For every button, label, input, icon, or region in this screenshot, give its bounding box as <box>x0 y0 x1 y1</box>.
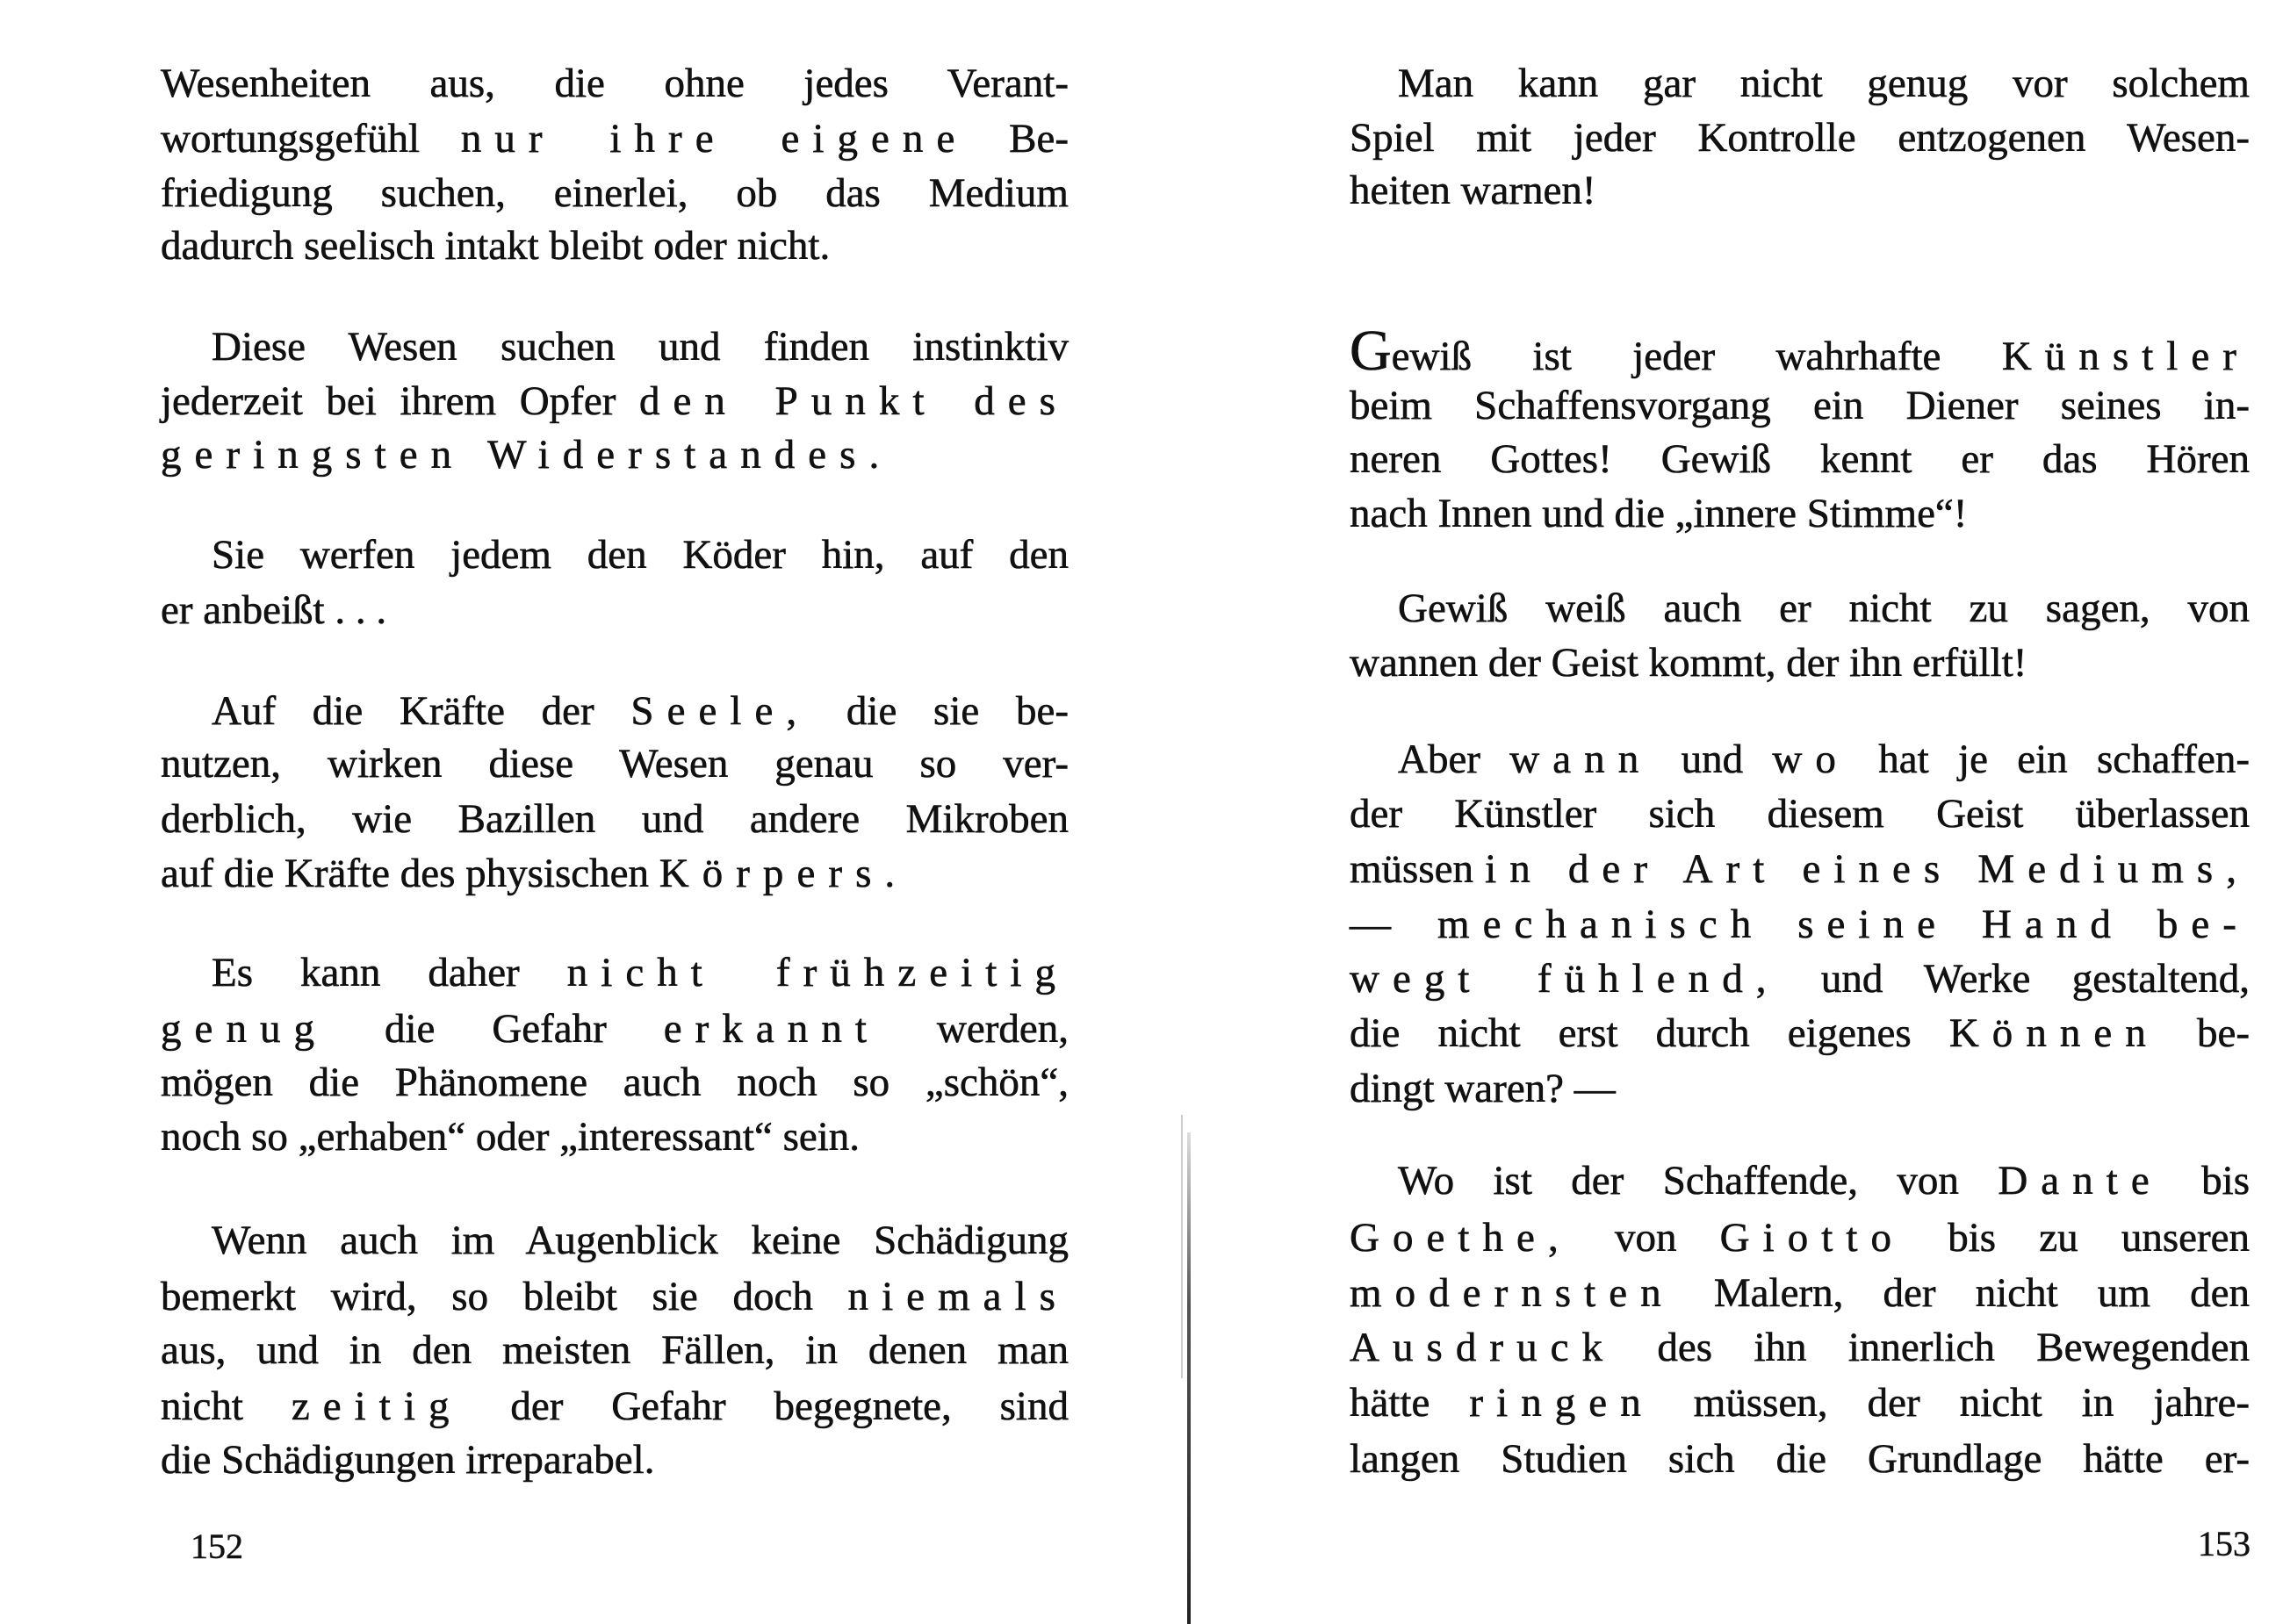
spaced-emphasis: nur ihre eigene <box>460 116 969 162</box>
text-line <box>161 56 1069 111</box>
text: bis zu unseren <box>1905 1215 2251 1261</box>
initial-letter: G <box>1350 319 1392 383</box>
text-line <box>161 1323 1069 1377</box>
text-line <box>1350 1061 2250 1116</box>
text-line <box>1350 486 2250 541</box>
text: derblich, wie Bazillen und andere Mikroben <box>161 796 1069 842</box>
text-line <box>161 1110 1069 1164</box>
spaced-emphasis: Künstler <box>2001 334 2250 379</box>
text-line <box>1398 732 2250 787</box>
text: wannen der Geist kommt, der ihn erfüllt! <box>1350 640 2027 686</box>
text-line <box>161 428 1069 482</box>
text-line <box>1350 1432 2250 1486</box>
text: dadurch seelisch intakt bleibt oder nicht. <box>161 223 831 269</box>
text: müssen <box>1350 846 1486 892</box>
text: nutzen, wirken diese Wesen genau so ver- <box>161 741 1069 787</box>
spaced-emphasis: Körpers. <box>659 851 909 896</box>
text: jederzeit bei ihrem Opfer <box>161 378 639 424</box>
text: der Künstler sich diesem Geist überlassen <box>1350 791 2250 837</box>
text-line <box>161 1269 1069 1324</box>
text: dingt waren? — <box>1350 1066 1616 1111</box>
text-line <box>161 1433 1069 1487</box>
spaced-emphasis: Dante <box>1998 1158 2163 1204</box>
text-line <box>161 737 1069 791</box>
text-line <box>161 583 1069 637</box>
text: müssen, der nicht in jahre- <box>1653 1380 2250 1426</box>
text-line <box>1350 1266 2250 1320</box>
text-line <box>212 320 1069 374</box>
text-line <box>212 528 1069 582</box>
text-line <box>212 945 1069 1000</box>
text-line <box>1350 842 2250 896</box>
text-line <box>1350 1320 2250 1375</box>
text-line <box>161 1379 1069 1434</box>
spaced-emphasis: erkannt <box>663 1006 880 1052</box>
text: Gewiß weiß auch er nicht zu sagen, von <box>1398 586 2250 631</box>
text: Es kann daher <box>212 950 567 995</box>
spaced-emphasis: modernsten <box>1350 1270 1674 1316</box>
text: Sie werfen jedem den Köder hin, auf den <box>212 532 1069 578</box>
text-line <box>1350 787 2250 841</box>
text: beim Schaffensvorgang ein Diener seines in- <box>1350 383 2250 428</box>
spaced-emphasis: Giotto <box>1719 1215 1905 1261</box>
spaced-emphasis: den Punkt des <box>638 378 1069 424</box>
spaced-emphasis: nicht frühzeitig <box>566 950 1069 995</box>
text-line <box>212 684 1069 738</box>
spaced-emphasis: ringen <box>1469 1380 1654 1426</box>
text: Wesenheiten aus, die ohne jedes Verant- <box>161 61 1069 106</box>
text-line <box>1350 1006 2250 1060</box>
spaced-emphasis: Seele, <box>630 688 810 734</box>
text-line <box>161 374 1069 428</box>
text: von <box>1571 1215 1720 1261</box>
text: Aber <box>1398 737 1510 782</box>
spaced-emphasis: zeitig <box>291 1383 463 1429</box>
book-gutter-shadow <box>1181 1115 1183 1378</box>
text-line <box>1398 56 2250 111</box>
text: die sie be- <box>810 688 1069 734</box>
text-line <box>161 219 1069 273</box>
text: friedigung suchen, einerlei, ob das Medium <box>161 170 1069 216</box>
spaced-emphasis: genug <box>161 1006 328 1052</box>
text-line <box>1350 432 2250 486</box>
text: nicht <box>161 1383 292 1429</box>
text-line <box>161 792 1069 846</box>
text: nach Innen und die „innere Stimme“! <box>1350 491 1968 536</box>
text: wortungsgefühl <box>161 116 461 162</box>
text: Wo ist der Schaffende, von <box>1398 1158 1999 1204</box>
text: der Gefahr begegnete, sind <box>462 1383 1069 1429</box>
text: mögen die Phänomene auch noch so „schön“, <box>161 1060 1069 1105</box>
text-line <box>1398 581 2250 636</box>
spaced-emphasis: wo <box>1772 737 1849 782</box>
text: Be- <box>968 116 1069 162</box>
text: bemerkt wird, so bleibt sie doch <box>161 1274 848 1319</box>
text-line <box>1350 1376 2250 1430</box>
text-line <box>1350 952 2250 1006</box>
text-line <box>1350 163 2250 218</box>
text: langen Studien sich die Grundlage hätte er- <box>1350 1436 2250 1482</box>
text-line <box>161 166 1069 220</box>
text: und Werke gestaltend, <box>1779 956 2250 1002</box>
text: Spiel mit jeder Kontrolle entzogenen Wesen- <box>1350 115 2250 161</box>
spaced-emphasis: in der Art eines Mediums, <box>1485 846 2251 892</box>
text-line <box>161 846 1069 901</box>
spaced-emphasis: wegt fühlend, <box>1350 956 1780 1002</box>
spaced-emphasis: Ausdruck <box>1350 1325 1617 1370</box>
text: Man kann gar nicht genug vor solchem <box>1398 61 2250 106</box>
text: Malern, der nicht um den <box>1674 1270 2250 1316</box>
text: die nicht erst durch eigenes <box>1350 1010 1949 1056</box>
text: hätte <box>1350 1380 1470 1426</box>
text: bis <box>2162 1158 2250 1204</box>
text: aus, und in den meisten Fällen, in denen man <box>161 1327 1069 1373</box>
spaced-emphasis: Goethe, <box>1350 1215 1572 1261</box>
text: Auf die Kräfte der <box>212 688 631 734</box>
text-line <box>1350 636 2250 690</box>
text: die Schädigungen irreparabel. <box>161 1437 655 1483</box>
text-line <box>161 111 1069 166</box>
text: Wenn auch im Augenblick keine Schädigung <box>212 1218 1069 1263</box>
text-line <box>161 1002 1069 1056</box>
text-line <box>1350 897 2250 952</box>
text: hat je ein schaffen- <box>1848 737 2250 782</box>
text: noch so „erhaben“ oder „interessant“ sein. <box>161 1114 861 1160</box>
text: heiten warnen! <box>1350 168 1596 213</box>
text: werden, <box>879 1006 1069 1052</box>
text-line <box>1350 319 2250 383</box>
text-line <box>212 1213 1069 1268</box>
text: be- <box>2158 1010 2250 1056</box>
spaced-emphasis: — mechanisch seine Hand be- <box>1350 902 2250 947</box>
page-number-left: 152 <box>191 1527 243 1566</box>
spaced-emphasis: geringsten Widerstandes. <box>161 432 893 478</box>
text: des ihn innerlich Bewegenden <box>1616 1325 2250 1370</box>
spaced-emphasis: Können <box>1948 1010 2159 1056</box>
text: er anbeißt . . . <box>161 587 387 633</box>
spaced-emphasis: niemals <box>847 1274 1069 1319</box>
text-line <box>1350 378 2250 433</box>
text: neren Gottes! Gewiß kennt er das Hören <box>1350 436 2250 482</box>
page-number-right: 153 <box>2198 1524 2251 1563</box>
text: Diese Wesen suchen und finden instinktiv <box>212 324 1069 370</box>
text-line <box>1350 1211 2250 1265</box>
text: und <box>1652 737 1773 782</box>
text-line <box>161 1055 1069 1110</box>
text-line <box>1350 111 2250 165</box>
spaced-emphasis: wann <box>1509 737 1653 782</box>
text: ewiß ist jeder wahrhafte <box>1391 334 2002 379</box>
text: auf die Kräfte des physischen <box>161 851 659 896</box>
book-gutter <box>1187 1132 1191 1624</box>
text-line <box>1398 1153 2250 1208</box>
text: die Gefahr <box>328 1006 664 1052</box>
